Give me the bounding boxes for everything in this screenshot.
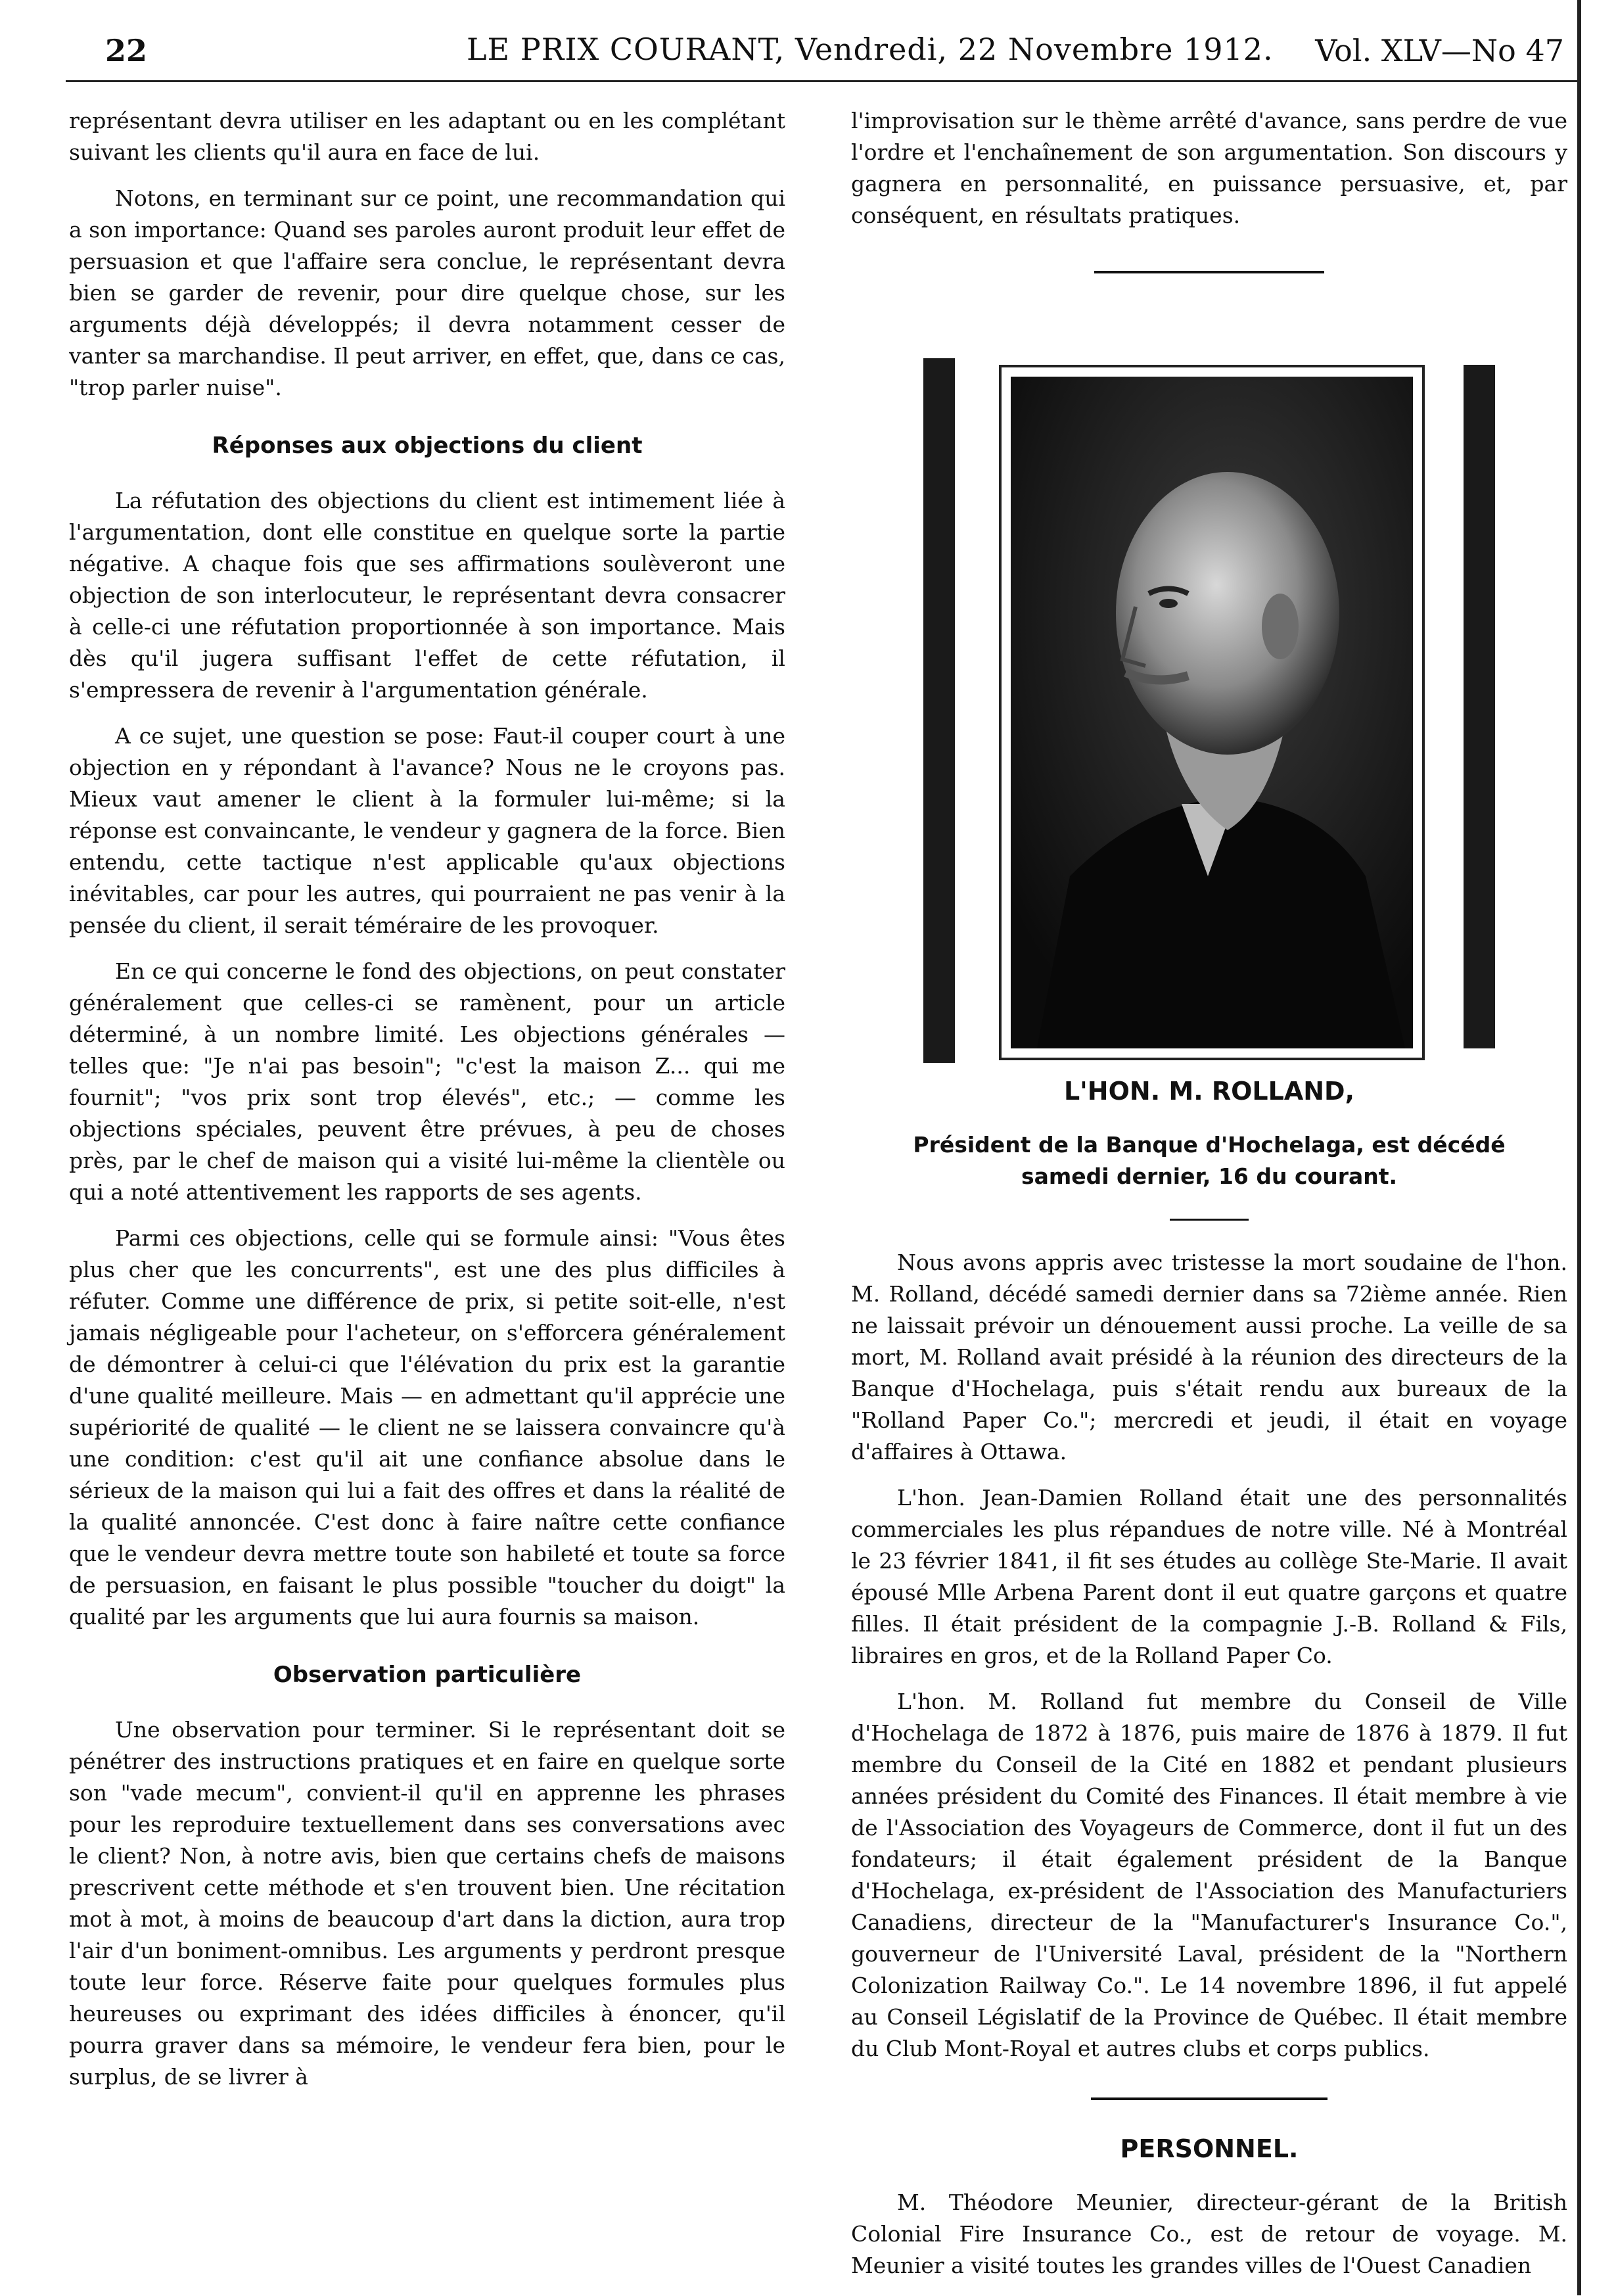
portrait-photo bbox=[1011, 377, 1413, 1048]
page-number: 22 bbox=[105, 33, 148, 68]
paragraph: représentant devra utiliser en les adaptant ou en les complétant suivant les clients qu'il aura en face de lui. bbox=[69, 108, 785, 165]
portrait-figure bbox=[923, 358, 1495, 1063]
divider bbox=[1091, 2097, 1327, 2100]
paragraph: l'improvisation sur le thème arrêté d'avance, sans perdre de vue l'ordre et l'enchaînement de son argumentation. Son discours y gagnera en personnalité, en puissance persuasive, et, par conséquent, en résultats pratiques. bbox=[851, 108, 1567, 228]
paragraph: Notons, en terminant sur ce point, une recommandation qui a son importance: Quand ses paroles auront produit leur effet de persuasion et que l'affaire sera conclue, le représentant devra bien se garder de revenir, pour dire quelque chose, sur les arguments déjà développés; il devra notamment cesser de vanter sa marchandise. Il peut arriver, en effet, que, dans ce cas, "trop parler nuise". bbox=[69, 185, 785, 400]
section-heading: Réponses aux objections du client bbox=[212, 433, 643, 459]
frame-bar-right bbox=[1464, 365, 1495, 1048]
paragraph: La réfutation des objections du client est intimement liée à l'argumentation, dont elle constitue en quelque sorte la partie négative. A chaque fois que ses affirmations soulèveront une objection de son interlocuteur, le représentant devra consacrer à celle-ci une réfutation proportionnée à son importance. Mais dès qu'il jugera suffisant l'effet de cette réfutation, il s'empressera de revenir à l'argumentation générale. bbox=[69, 488, 785, 703]
frame-bar-left bbox=[923, 358, 955, 1063]
divider bbox=[1094, 271, 1324, 273]
paragraph: Nous avons appris avec tristesse la mort soudaine de l'hon. M. Rolland, décédé samedi dernier dans sa 72ième année. Rien ne laissait prévoir un dénouement aussi proche. La veille de sa mort, M. Rolland avait présidé à la réunion des directeurs de la Banque d'Hochelaga, puis s'était rendu aux bureaux de la "Rolland Paper Co."; mercredi et jeudi, il était en voyage d'affaires à Ottawa. bbox=[851, 1250, 1567, 1464]
paragraph: M. Théodore Meunier, directeur-gérant de la British Colonial Fire Insurance Co., est de retour de voyage. M. Meunier a visité toutes les grandes villes de l'Ouest Canadien bbox=[851, 2190, 1567, 2278]
paragraph: L'hon. Jean-Damien Rolland était une des personnalités commerciales les plus répandues de notre ville. Né à Montréal le 23 février 1841, il fit ses études au collège Ste-Marie. Il avait épousé Mlle Arbena Parent dont il eut quatre garçons et quatre filles. Il était président de la compagnie J.-B. Rolland & Fils, libraires en gros, et de la Rolland Paper Co. bbox=[851, 1485, 1567, 1668]
paragraph: Une observation pour terminer. Si le représentant doit se pénétrer des instructions pratiques et en faire en quelque sorte son "vade mecum", convient-il qu'il en apprenne les phrases pour les reproduire textuellement dans ses conversations avec le client? Non, à notre avis, bien que certains chefs de maisons prescrivent cette méthode et s'en trouvent bien. Une récitation mot à mot, à moins de beaucoup d'art dans la diction, aura trop l'air d'un boniment-omnibus. Les arguments y perdront presque toute leur force. Réserve faite pour quelques formules plus heureuses ou exprimant des idées difficiles à énoncer, qu'il pourra graver dans sa mémoire, le vendeur fera bien, pour le surplus, de se livrer à bbox=[69, 1717, 785, 2090]
section-heading: Observation particulière bbox=[273, 1662, 582, 1688]
page-header bbox=[99, 26, 1564, 79]
masthead-title: LE PRIX COURANT, Vendredi, 22 Novembre 1912. bbox=[467, 32, 1274, 67]
left-column bbox=[69, 105, 785, 2107]
divider bbox=[1170, 1219, 1249, 1221]
paragraph: En ce qui concerne le fond des objections, on peut constater généralement que celles-ci se ramènent, pour un article déterminé, à un nombre limité. Les objections générales — telles que: "Je n'ai pas besoin"; "c'est la maison Z... qui me fournit"; "vos prix sont trop élevés", etc.; — comme les objections spéciales, peuvent être prévues, à peu de choses près, par le chef de maison qui a visité lui-même la clientèle ou qui a noté attentivement les rapports de ses agents. bbox=[69, 958, 785, 1205]
header-rule bbox=[66, 80, 1577, 82]
paragraph: L'hon. M. Rolland fut membre du Conseil de Ville d'Hochelaga de 1872 à 1876, puis maire de 1876 à 1879. Il fut membre du Conseil de la Cité en 1882 et pendant plusieurs années président du Comité des Finances. Il était membre à vie de l'Association des Voyageurs de Commerce, dont il fut un des fondateurs; il était également président de la Banque d'Hochelaga, ex-président de l'Association des Manufacturiers Canadiens, directeur de la "Manufacturer's Insurance Co.", gouverneur de l'Université Laval, président de la "Northern Colonization Railway Co.". Le 14 novembre 1896, il fut appelé au Conseil Législatif de la Province de Québec. Il était membre du Club Mont-Royal et autres clubs et corps publics. bbox=[851, 1689, 1567, 2061]
page-edge-rule bbox=[1577, 0, 1581, 2295]
section-heading: PERSONNEL. bbox=[1120, 2134, 1299, 2163]
portrait-caption-subtitle: Président de la Banque d'Hochelaga, est décédé samedi dernier, 16 du courant. bbox=[913, 1132, 1506, 1189]
paragraph: Parmi ces objections, celle qui se formule ainsi: "Vous êtes plus cher que les concurrents", est une des plus difficiles à réfuter. Comme une différence de prix, si petite soit-elle, n'est jamais négligeable pour l'acheteur, on s'efforcera généralement de démontrer à celui-ci que l'élévation du prix est la garantie d'une qualité meilleure. Mais — en admettant qu'il apprécie une supériorité de qualité — le client ne se laissera convaincre qu'à une condition: c'est qu'il ait une confiance absolue dans le sérieux de la maison qui lui a fait des offres et dans la réalité de la qualité annoncée. C'est donc à faire naître cette confiance que le vendeur devra mettre toute son habileté et toute sa force de persuasion, en faisant le plus possible "toucher du doigt" la qualité par les arguments que lui aura fournis sa maison. bbox=[69, 1225, 785, 1629]
paragraph: A ce sujet, une question se pose: Faut-il couper court à une objection en y répondant à l'avance? Nous ne le croyons pas. Mieux vaut amener le client à la formuler lui-même; si la réponse est convaincante, le vendeur y gagnera de la force. Bien entendu, cette tactique n'est applicable qu'aux objections inévitables, car pour les autres, qui pourraient ne pas venir à la pensée du client, il serait téméraire de les provoquer. bbox=[69, 723, 785, 938]
volume-number: Vol. XLV—No 47 bbox=[1315, 33, 1564, 68]
portrait-frame bbox=[999, 365, 1425, 1060]
portrait-caption-title: L'HON. M. ROLLAND, bbox=[1063, 1077, 1355, 1106]
